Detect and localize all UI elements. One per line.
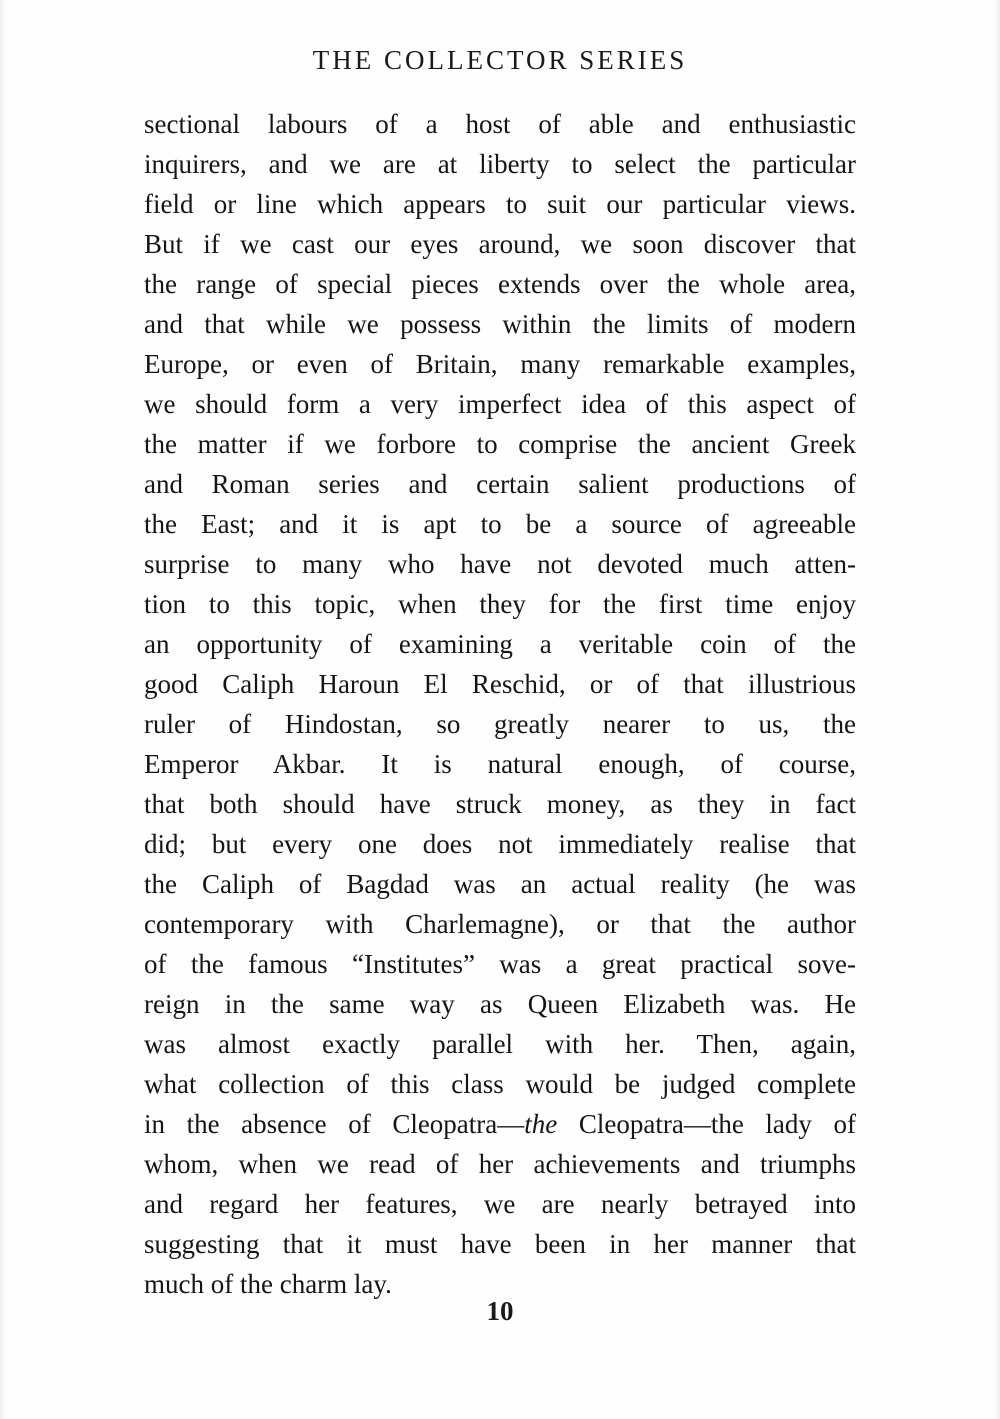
text-line: the Caliph of Bagdad was an actual reality (he was	[144, 869, 856, 899]
text-line: ruler of Hindostan, so greatly nearer to us, the	[144, 709, 856, 739]
text-line: Europe, or even of Britain, many remarkable examples,	[144, 349, 856, 379]
text-line: contemporary with Charlemagne), or that the author	[144, 909, 856, 939]
text-line: good Caliph Haroun El Reschid, or of that illustrious	[144, 669, 856, 699]
text-line: suggesting that it must have been in her manner that	[144, 1229, 856, 1259]
text-line: the East; and it is apt to be a source of agreeable	[144, 509, 856, 539]
text-line: field or line which appears to suit our particular views.	[144, 189, 856, 219]
text-line-final: much of the charm lay.	[144, 1269, 392, 1299]
text-line: did; but every one does not immediately realise that	[144, 829, 856, 859]
text-line: what collection of this class would be judged complete	[144, 1069, 856, 1099]
text-line: of the famous “Institutes” was a great practical sove-	[144, 949, 856, 979]
text-line: and regard her features, we are nearly betrayed into	[144, 1189, 856, 1219]
page-edge-right	[994, 0, 1000, 1419]
text-line: the matter if we forbore to comprise the ancient Greek	[144, 429, 856, 459]
text-line: whom, when we read of her achievements and triumphs	[144, 1149, 856, 1179]
text-line: was almost exactly parallel with her. Then, again,	[144, 1029, 856, 1059]
text-line: tion to this topic, when they for the first time enjoy	[144, 589, 856, 619]
text-line: inquirers, and we are at liberty to select the particular	[144, 149, 856, 179]
page-edge-left	[0, 0, 6, 1419]
text-line: the range of special pieces extends over the whole area,	[144, 269, 856, 299]
running-head: THE COLLECTOR SERIES	[312, 45, 688, 75]
text-line: Emperor Akbar. It is natural enough, of course,	[144, 749, 856, 779]
text-line: But if we cast our eyes around, we soon discover that	[144, 229, 856, 259]
text-line: we should form a very imperfect idea of this aspect of	[144, 389, 856, 419]
text-line-with-italic	[144, 1104, 856, 1144]
text-segment: in the absence of Cleopatra—	[144, 1109, 525, 1139]
text-line: surprise to many who have not devoted much atten-	[144, 549, 856, 579]
italic-emphasis: the	[524, 1109, 558, 1139]
body-text	[144, 104, 856, 1304]
text-line: sectional labours of a host of able and enthusiastic	[144, 109, 856, 139]
text-line: an opportunity of examining a veritable coin of the	[144, 629, 856, 659]
page-number: 10	[486, 1296, 514, 1326]
text-line: that both should have struck money, as they in fact	[144, 789, 856, 819]
text-line: reign in the same way as Queen Elizabeth was. He	[144, 989, 856, 1019]
text-line: and Roman series and certain salient productions of	[144, 469, 856, 499]
text-segment: Cleopatra—the lady of	[557, 1109, 856, 1139]
text-line: and that while we possess within the limits of modern	[144, 309, 856, 339]
